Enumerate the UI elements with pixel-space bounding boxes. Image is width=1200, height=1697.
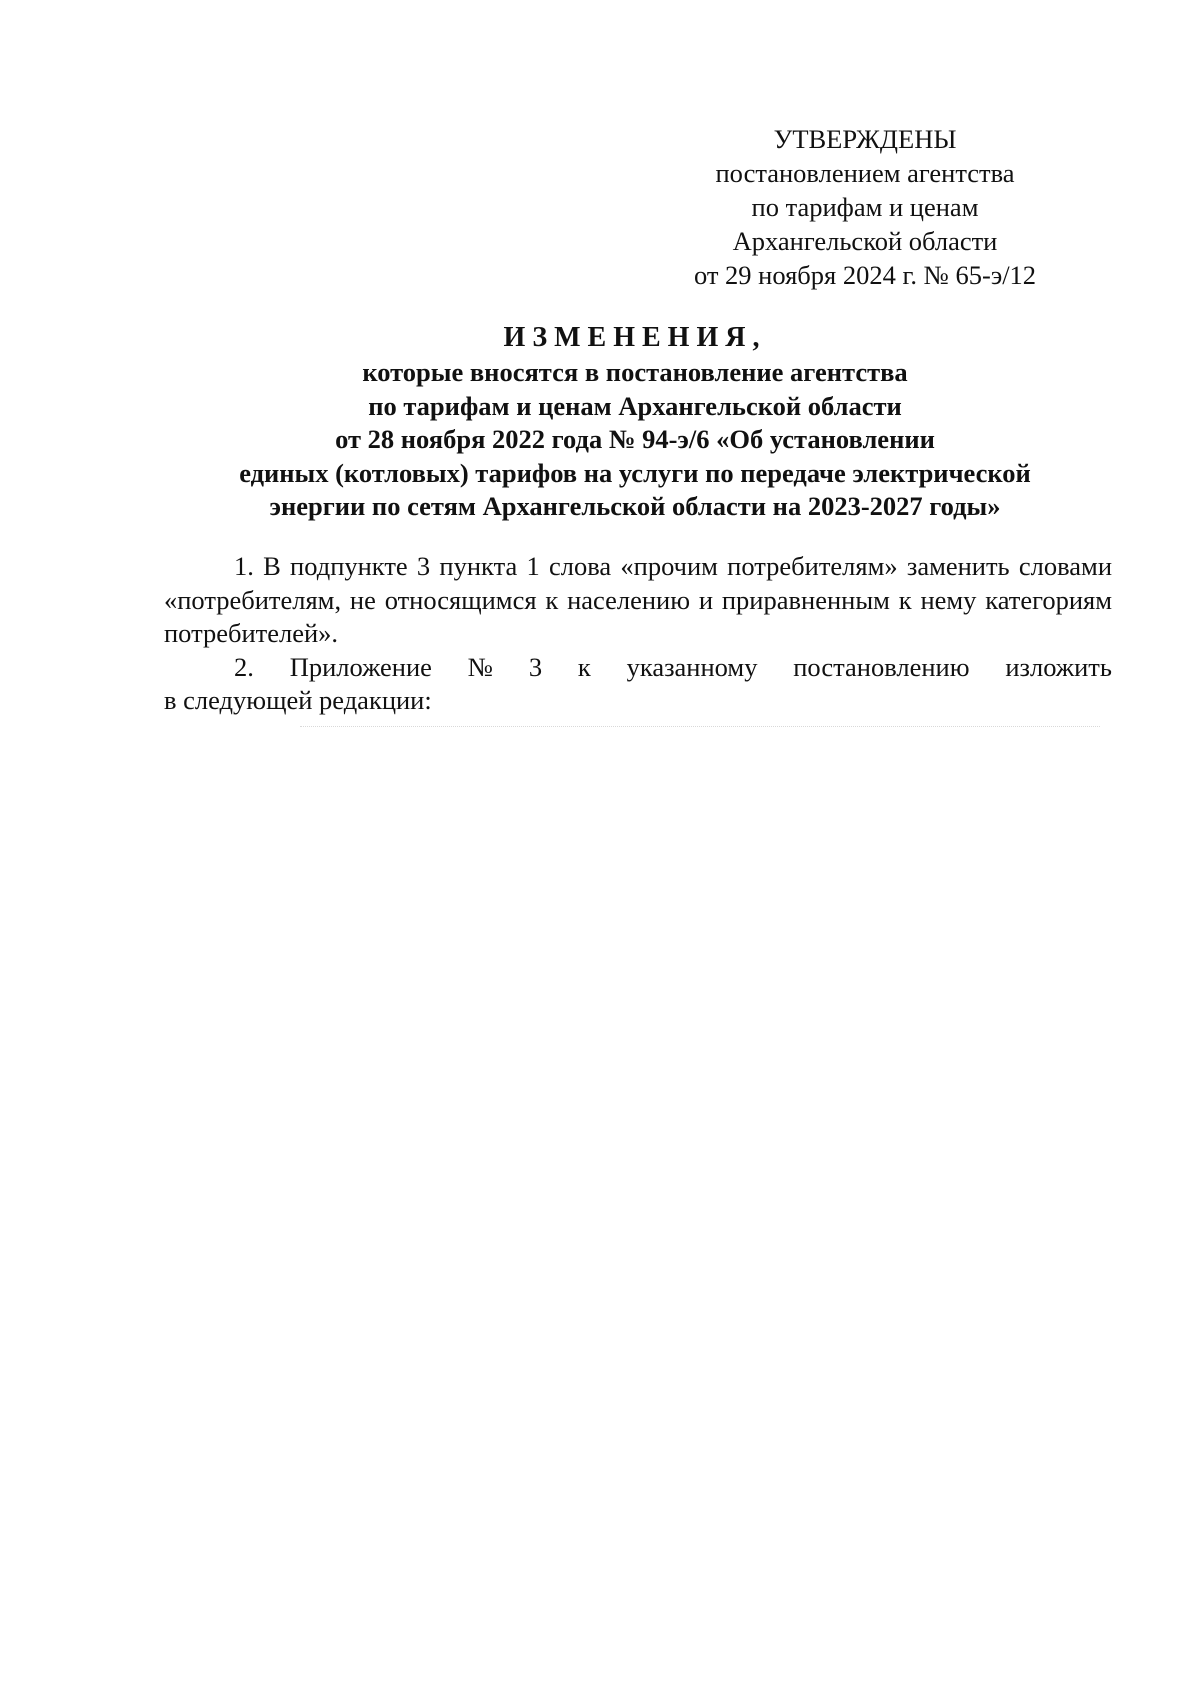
paragraph-2-word: Приложение <box>289 651 432 682</box>
paragraph-2-word: изложить <box>1005 651 1112 682</box>
document-heading <box>150 320 1120 524</box>
paragraph-1: 1. В подпункте 3 пункта 1 слова «прочим потребителям» заменить словами «потребителям, не относящимся к населению и приравненным к нему категориям потребителей». <box>164 551 1112 648</box>
paragraph-2-tail: в следующей редакции: <box>164 685 432 715</box>
heading-line: энергии по сетям Архангельской области на 2023-2027 годы» <box>269 491 1001 521</box>
approval-line-region: Архангельской области <box>732 226 998 256</box>
dotted-divider <box>300 726 1100 727</box>
approval-line-agency: постановлением агентства <box>715 158 1015 188</box>
approval-block <box>640 122 1090 292</box>
approval-title: УТВЕРЖДЕНЫ <box>773 124 957 154</box>
paragraph-2-word: 3 <box>528 651 543 682</box>
heading-line: от 28 ноября 2022 года № 94-э/6 «Об установлении <box>335 424 935 454</box>
paragraph-2-word: № <box>467 651 494 682</box>
document-body <box>164 550 1112 718</box>
paragraph-2-word: указанному <box>626 651 758 682</box>
document-title: ИЗМЕНЕНИЯ, <box>503 322 767 353</box>
paragraph-2-word: к <box>577 651 591 682</box>
heading-line: единых (котловых) тарифов на услуги по передаче электрической <box>239 457 1031 488</box>
approval-line-date: от 29 ноября 2024 г. № 65-э/12 <box>693 260 1037 290</box>
heading-line: по тарифам и ценам Архангельской области <box>368 390 902 421</box>
paragraph-2-word: постановлению <box>793 651 970 682</box>
heading-line: которые вносятся в постановление агентства <box>362 357 908 387</box>
paragraph-2-first-line <box>164 651 1112 685</box>
approval-line-tariffs: по тарифам и ценам <box>751 192 979 222</box>
paragraph-2-word: 2. <box>234 651 254 682</box>
